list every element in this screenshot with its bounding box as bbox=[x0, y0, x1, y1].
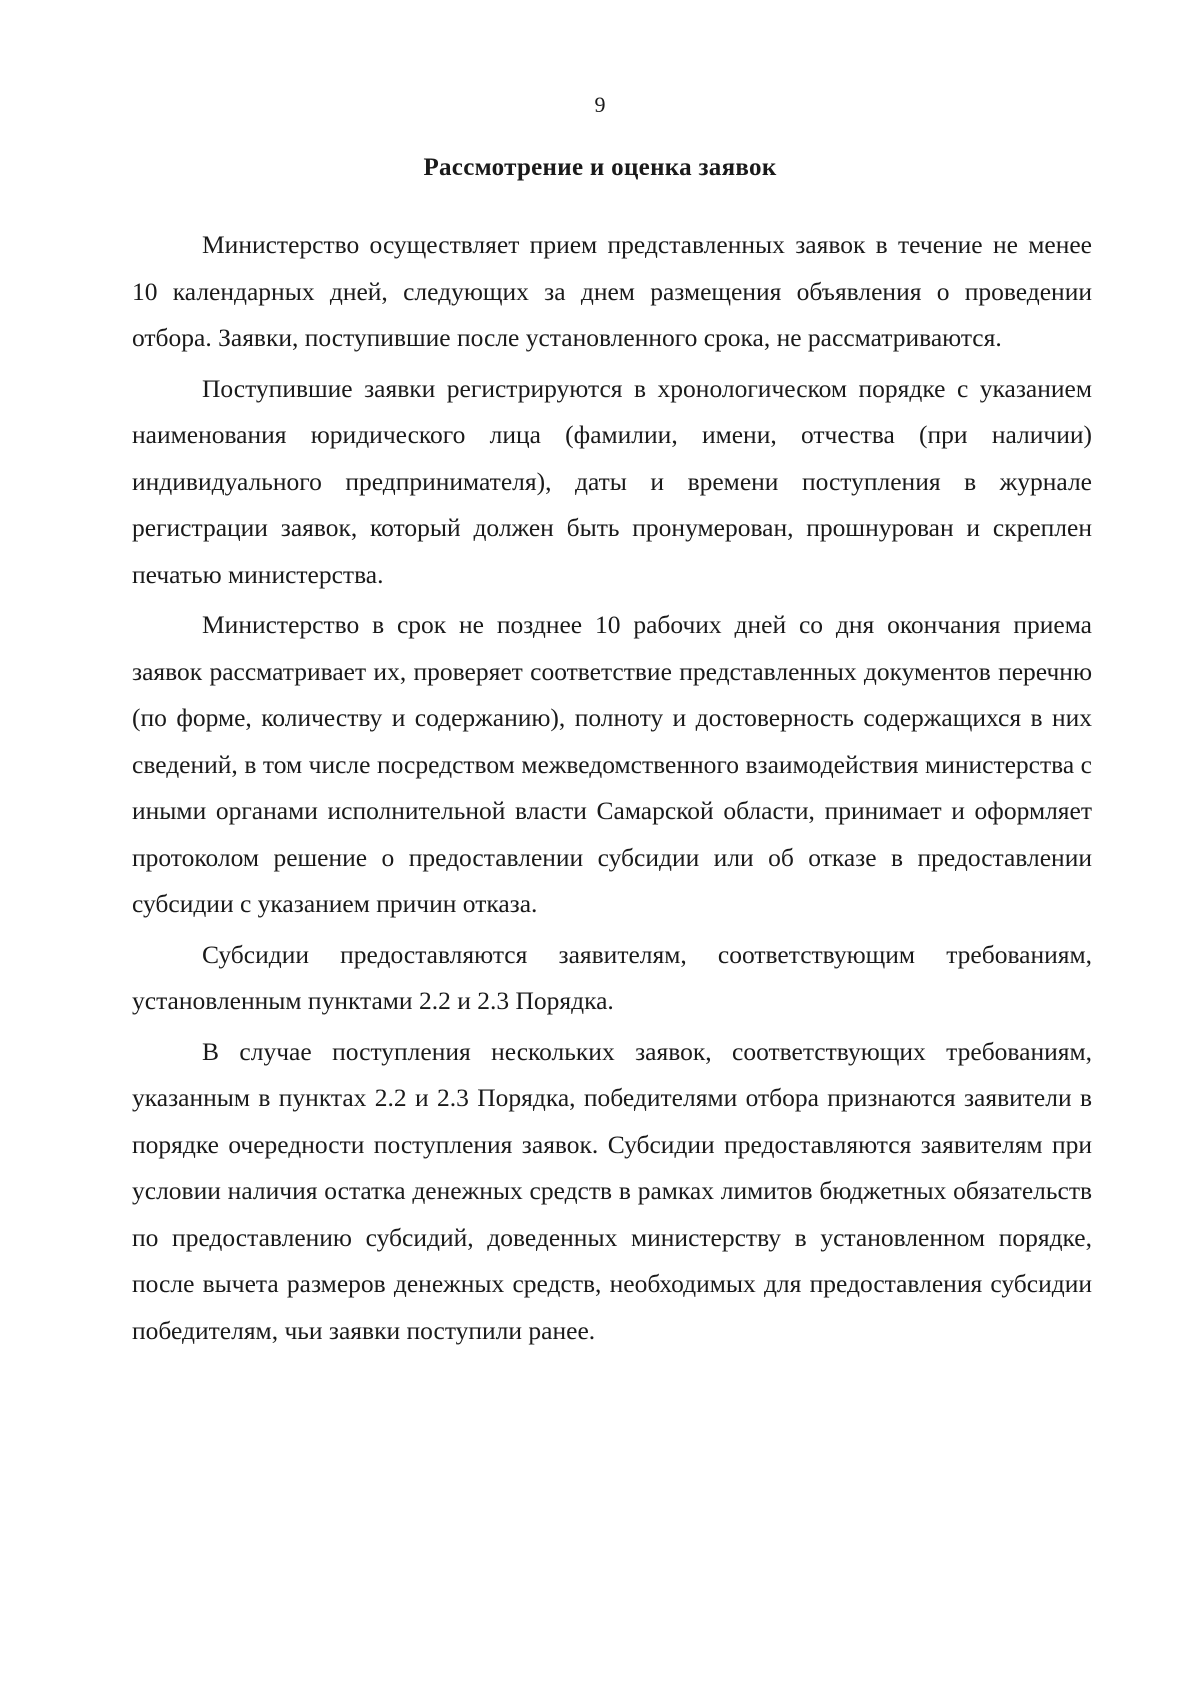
page-number: 9 bbox=[594, 92, 606, 117]
paragraph-acceptance: Министерство осуществляет прием представленных заявок в течение не менее 10 календарных дней, следующих за днем размещения объявления о проведении отбора. Заявки, поступившие после установленного срока, не рассматриваются. bbox=[132, 230, 1092, 352]
section-heading: Рассмотрение и оценка заявок bbox=[423, 154, 777, 181]
paragraph-winners: В случае поступления нескольких заявок, соответствующих требованиям, указанным в пунктах 2.2 и 2.3 Порядка, победителями отбора признаются заявители в порядке очередности поступления заявок. Субсидии предоставляются заявителям при условии наличия остатка денежных средств в рамках лимитов бюджетных обязательств по предоставлению субсидий, доведенных министерству в установленном порядке, после вычета размеров денежных средств, необходимых для предоставления субсидии победителям, чьи заявки поступили ранее. bbox=[132, 1036, 1092, 1345]
paragraph-eligibility: Субсидии предоставляются заявителям, соответствующим требованиям, установленным пунктами 2.2 и 2.3 Порядка. bbox=[132, 939, 1092, 1015]
paragraph-review: Министерство в срок не позднее 10 рабочих дней со дня окончания приема заявок рассматривает их, проверяет соответствие представленных документов перечню (по форме, количеству и содержанию), полноту и достоверность содержащихся в них сведений, в том числе посредством межведомственного взаимодействия министерства с иными органами исполнительной власти Самарской области, принимает и оформляет протоколом решение о предоставлении субсидии или об отказе в предоставлении субсидии с указанием причин отказа. bbox=[132, 610, 1092, 918]
paragraph-registration: Поступившие заявки регистрируются в хронологическом порядке с указанием наименования юридического лица (фамилии, имени, отчества (при наличии) индивидуального предпринимателя), даты и времени поступления в журнале регистрации заявок, который должен быть пронумерован, прошнурован и скреплен печатью министерства. bbox=[132, 373, 1092, 589]
document-body bbox=[132, 222, 1092, 1358]
